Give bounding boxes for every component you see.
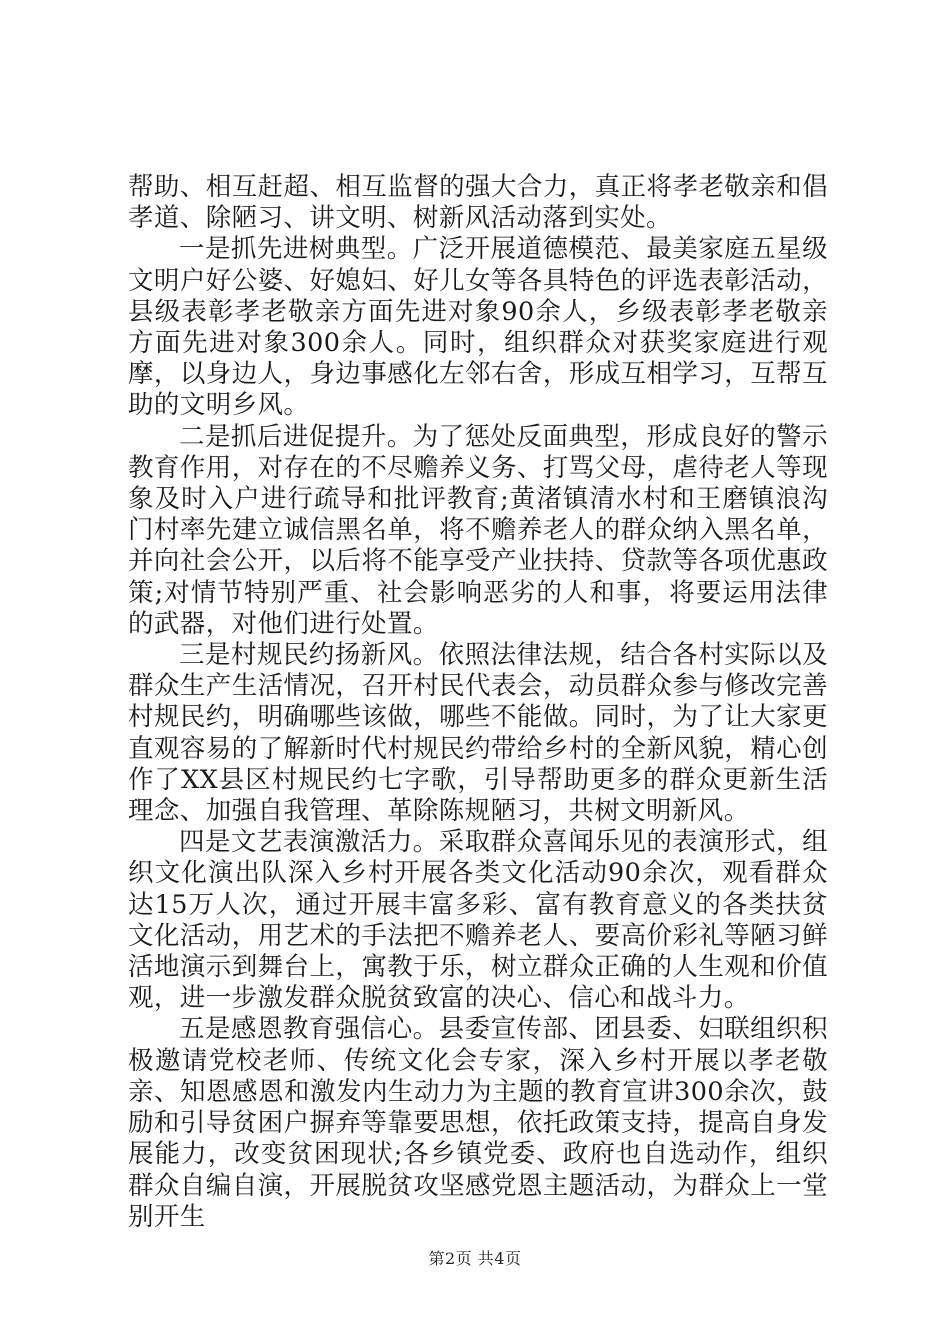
paragraph-laggards-improvement: 二是抓后进促提升。为了惩处反面典型，形成良好的警示教育作用，对存在的不尽赡养义务、打骂父母，虐待老人等现象及时入户进行疏导和批评教育;黄渚镇清水村和王磨镇浪沟门村率先建立诚信黑名单，将不赡养老人的群众纳入黑名单，并向社会公开，以后将不能享受产业扶持、贷款等各项优惠政策;对情节特别严重、社会影响恶劣的人和事，将要运用法律的武器，对他们进行处置。 xyxy=(128,421,828,639)
paragraph-gratitude-education: 五是感恩教育强信心。县委宣传部、团县委、妇联组织积极邀请党校老师、传统文化会专家，深入乡村开展以孝老敬亲、知恩感恩和激发内生动力为主题的教育宣讲300余次，鼓励和引导贫困户摒弃等靠要思想，依托政策支持，提高自身发展能力，改变贫困现状;各乡镇党委、政府也自选动作，组织群众自编自演，开展脱贫攻坚感党恩主题活动，为群众上一堂别开生 xyxy=(128,1014,828,1232)
page-footer: 第2页 共4页 xyxy=(428,1249,522,1268)
paragraph-village-rules: 三是村规民约扬新风。依照法律法规，结合各村实际以及群众生产生活情况，召开村民代表会，动员群众参与修改完善村规民约，明确哪些该做，哪些不能做。同时，为了让大家更直观容易的了解新时代村规民约带给乡村的全新风貌，精心创作了XX县区村规民约七字歌，引导帮助更多的群众更新生活理念、加强自我管理、革除陈规陋习，共树文明新风。 xyxy=(128,640,828,827)
paragraph-continuation: 帮助、相互赶超、相互监督的强大合力，真正将孝老敬亲和倡孝道、除陋习、讲文明、树新风活动落到实处。 xyxy=(128,172,828,234)
document-body xyxy=(128,172,828,1233)
paragraph-art-performance: 四是文艺表演激活力。采取群众喜闻乐见的表演形式，组织文化演出队深入乡村开展各类文化活动90余次，观看群众达15万人次，通过开展丰富多彩、富有教育意义的各类扶贫文化活动，用艺术的手法把不赡养老人、要高价彩礼等陋习鲜活地演示到舞台上，寓教于乐，树立群众正确的人生观和价值观，进一步激发群众脱贫致富的决心、信心和战斗力。 xyxy=(128,827,828,1014)
paragraph-advanced-models: 一是抓先进树典型。广泛开展道德模范、最美家庭五星级文明户好公婆、好媳妇、好儿女等各具特色的评选表彰活动，县级表彰孝老敬亲方面先进对象90余人，乡级表彰孝老敬亲方面先进对象300余人。同时，组织群众对获奖家庭进行观摩，以身边人，身边事感化左邻右舍，形成互相学习，互帮互助的文明乡风。 xyxy=(128,234,828,421)
